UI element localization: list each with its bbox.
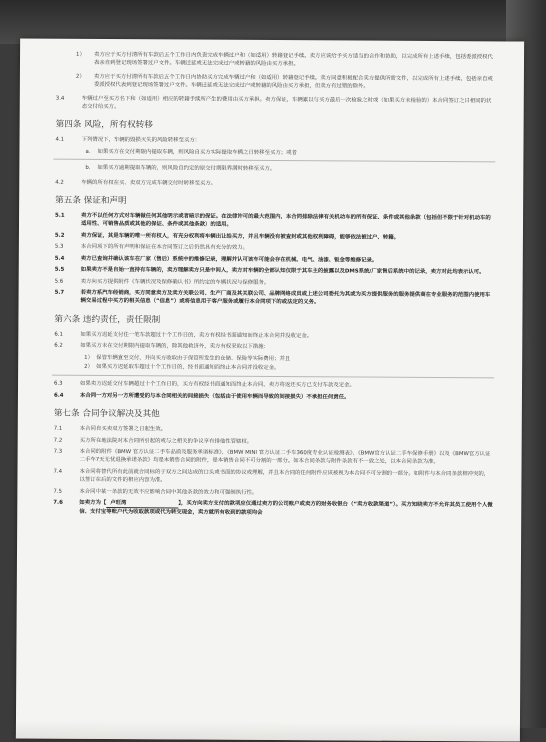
clause-number: 3.4 [55, 95, 65, 102]
sub-clause [52, 363, 494, 374]
clause-3-4 [54, 94, 496, 114]
clause-text-prefix: 如卖方为【 [79, 499, 107, 507]
clause-text-suffix: 】，买方向卖方支付的款项应仅通过卖方的公司账户或卖方的财务收银台（“卖方收款渠道”）。买方知晓卖方不允许其员工使用个人微信、支付宝等账户代为收取款项或代为转交现金，卖方就所有收到的款项均会 [79, 500, 493, 517]
clause-5-3 [53, 243, 495, 254]
clause-text: 本合同中某一条款的无效不应影响合同中其他条款的效力和可强制执行性。 [79, 488, 258, 496]
section-6-heading: 第六条 违约责任，责任限制 [54, 314, 161, 326]
desk-background-top [0, 0, 546, 44]
clause-6-4 [52, 391, 494, 402]
clause-number: 5.6 [54, 278, 64, 285]
clause-number: 7.1 [53, 425, 63, 432]
clause-5-7 [53, 289, 495, 309]
clause-text: 本合同的附件《BMW 官方认证二手车品质及服务承诺标准》、《BMW MINI 官方认证二手车360度专业认证检测表》、《BMW官方认证二手车保修手册》以及《BMW官方认证二手车7天无忧退换承诺条款》均是本销售合同的附件，是本销售合同不可分割的一部分。如本合同条款与附件条款有不一致之处，以本合同条款为准。 [79, 448, 491, 466]
clause-5-5 [53, 266, 495, 277]
clause-number: 4.2 [55, 179, 64, 186]
clause-number: 2） [75, 73, 85, 80]
clause-5-6 [53, 277, 495, 288]
clause-number: 6.3 [54, 381, 63, 388]
clause-number: 5.7 [54, 289, 65, 296]
sub-clause [53, 164, 495, 175]
clause-text: 若卖方系汽车经销商，买方同意卖方及卖方关联公司、生产厂商及其关联公司、品牌网络成员或上述公司委托为其或为买方提供服务的服务提供商在专业服务的范围内使用车辆交易过程中买方的相关信息（“信息”）或将信息用于客户服务或履行本合同项下的或法定的义务。 [80, 289, 491, 306]
clause-7-2 [52, 436, 494, 447]
clause-text: 如果卖方迟延交付车辆超过十个工作日的，买方有权经书面通知而终止本合同，卖方将返还买方已支付车款及定金。 [80, 381, 355, 389]
clause-4-2 [53, 178, 495, 189]
clause-text: 卖方应于买方付清所有车款后五个工作日内协助买方完成车辆过户和（如适用）转籍登记手续。卖方同意积极配合卖方提供所需文件，以完成所有上述手续，包括亲自或委派授权代表到登记现场签署过户文件。车辆迁延或无法完成过户或转籍的风险由买方承担，但卖方有过错的除外。 [93, 73, 493, 90]
clause-text: 本合同项下的所有声明和保证在本合同签订之后仍然具有充分的效力。 [80, 244, 249, 252]
sub-clause-letter: b. [85, 165, 91, 172]
clause-text: 如果卖方不是自始一直持有车辆的，卖方理解卖方只是中间人，卖方对车辆的全部认知仅限于其车主的披露以及DMS系统/厂家售后系统中的记录，卖方对此均表示认可。 [80, 266, 485, 276]
section-7-heading: 第七条 合同争议解决及其他 [53, 408, 160, 420]
clause-number: 1） [76, 51, 85, 58]
clause-7-3 [52, 448, 494, 468]
clause-7-5 [51, 487, 493, 498]
clause-number: 5.5 [54, 266, 65, 273]
clause-item [54, 72, 496, 92]
clause-number: 5.3 [54, 243, 64, 251]
clause-5-1 [53, 212, 495, 232]
divider [52, 375, 494, 379]
clause-number: 7.2 [53, 437, 63, 444]
page-shadow [16, 720, 520, 741]
clause-text: 本合同将替代所有此前就合同标的于双方之间达成的口头或书面的协议或理解，并且本合同的任何附件应该被视为本合同不可分割的一部分。如附件与本合同条款相冲突的，以签订在后的文件的相应内容为准。 [79, 468, 490, 484]
divider [53, 159, 495, 163]
sub-clause [53, 148, 495, 159]
clause-text: 卖方向买方提供附件《车辆状况及保修确认书》所约定的车辆状况与保修服务。 [80, 278, 270, 286]
clause-5-2 [53, 232, 495, 243]
sub-clause-text: 如果买方在交付期限内提取车辆，则风险自买方实际提取车辆之日转移至买方；或者 [97, 148, 297, 157]
clause-text: 本合同一方对另一方所遭受的与本合同相关的间接损失（包括由于使用车辆而导致的间接损失）不承担任何责任。 [79, 392, 350, 401]
clause-item [54, 51, 496, 71]
clause-text: 卖方保证，其是车辆的唯一所有权人，有充分权利将车辆出让给买方，并且车辆没有被查封或其他权利障碍，能够依法被过户、转籍。 [80, 232, 400, 241]
clause-number: 7.6 [53, 499, 63, 506]
clause-5-4 [53, 254, 495, 265]
sub-clause-text: 如果买方迟延取车超过十个工作日的，经书面通知而终止本合同并没收定金。 [96, 363, 280, 371]
contract-page [16, 38, 524, 741]
clause-text: 买方所在地法院对本合同所引起的或与之相关的争议享有排他性管辖权。 [79, 437, 253, 445]
clause-text: 本合同自买卖双方签署之日起生效。 [79, 425, 167, 433]
clause-number: 6.1 [54, 331, 63, 338]
clause-text: 如果买方未在交付期限内提取车辆的，除其他救济外，卖方有权采取以下措施： [80, 342, 269, 351]
clause-number: 7.3 [53, 448, 63, 455]
clause-number: 7.5 [53, 488, 62, 495]
section-4-heading: 第四条 风险，所有权转移 [55, 120, 153, 131]
clause-6-2 [52, 342, 494, 353]
clause-text: 卖方应于买方付清所有车款后五个工作日内负责完成车辆过户和（如适用）转籍登记手续。卖方应该给予买方适当的合作和协助，以完成所有上述手续，包括委派授权代表亲自到登记现场签署过户文件。车辆迁延或无法完成过户或转籍的风险由买方承担。 [93, 51, 493, 68]
clause-number: 6.4 [53, 392, 64, 399]
clause-4-1 [53, 136, 495, 147]
section-5-heading: 第五条 保证和声明 [55, 195, 127, 207]
sub-clause-number: 1） [84, 354, 94, 361]
clause-text: 车辆过户至买方名下和（如适用）相应的转籍手续所产生的费用由买方承担。卖方保证，车辆累以与买方最后一次检验之时或（如果买方未检验的）本合同签订之日相同的状态交付给买方。 [81, 95, 492, 111]
clause-text: 车辆的所有权在买、卖双方完成车辆交付时转移至买方。 [81, 179, 217, 187]
sub-clause-text: 保管车辆直至交付，并向买方收取由于保管所发生的仓储、保险等实际费用；并且 [96, 354, 291, 362]
sub-clause-number: 2） [84, 363, 93, 370]
clause-7-4 [51, 467, 493, 487]
clause-number: 5.4 [54, 255, 65, 262]
clause-6-3 [52, 380, 494, 391]
seller-name-field: 卢旺湾 [106, 499, 178, 509]
clause-number: 6.2 [54, 342, 63, 349]
clause-6-1 [52, 330, 494, 341]
clause-text: 下列情况下，车辆的毁损灭失的风险转移至买方： [81, 137, 201, 145]
clause-number: 7.4 [53, 468, 63, 475]
clause-number: 5.2 [54, 232, 65, 239]
clause-7-6 [51, 499, 493, 520]
sub-clause-letter: a. [85, 148, 91, 155]
clause-7-1 [52, 425, 494, 436]
sub-clause-text: 如果买方逾期提取车辆的，则风险自约定的原交付期限界满时转移至买方。 [97, 165, 276, 173]
clause-text: 如果买方迟延支付任一笔车款超过十个工作日的，卖方有权经书面通知而终止本合同并没收定金。 [80, 331, 313, 339]
clause-number: 5.1 [55, 212, 65, 219]
clause-text: 卖方已查询并确认该车在厂家（售后）系统中的维修记录，理解并认可该车可能会存在机械、电气、油漆、钣金等维修记录。 [80, 255, 378, 264]
clause-text: 卖方不以任何方式对车辆做任何其他明示或者暗示的保证。在法律许可的最大范围内，本合同排除法律有关机动车的所有保证、条件或其他条款（包括但不限于针对机动车的适用性、可销售品质或其他的保证、条件或其他条款）的适用。 [80, 212, 491, 229]
clause-number: 4.1 [55, 137, 65, 144]
